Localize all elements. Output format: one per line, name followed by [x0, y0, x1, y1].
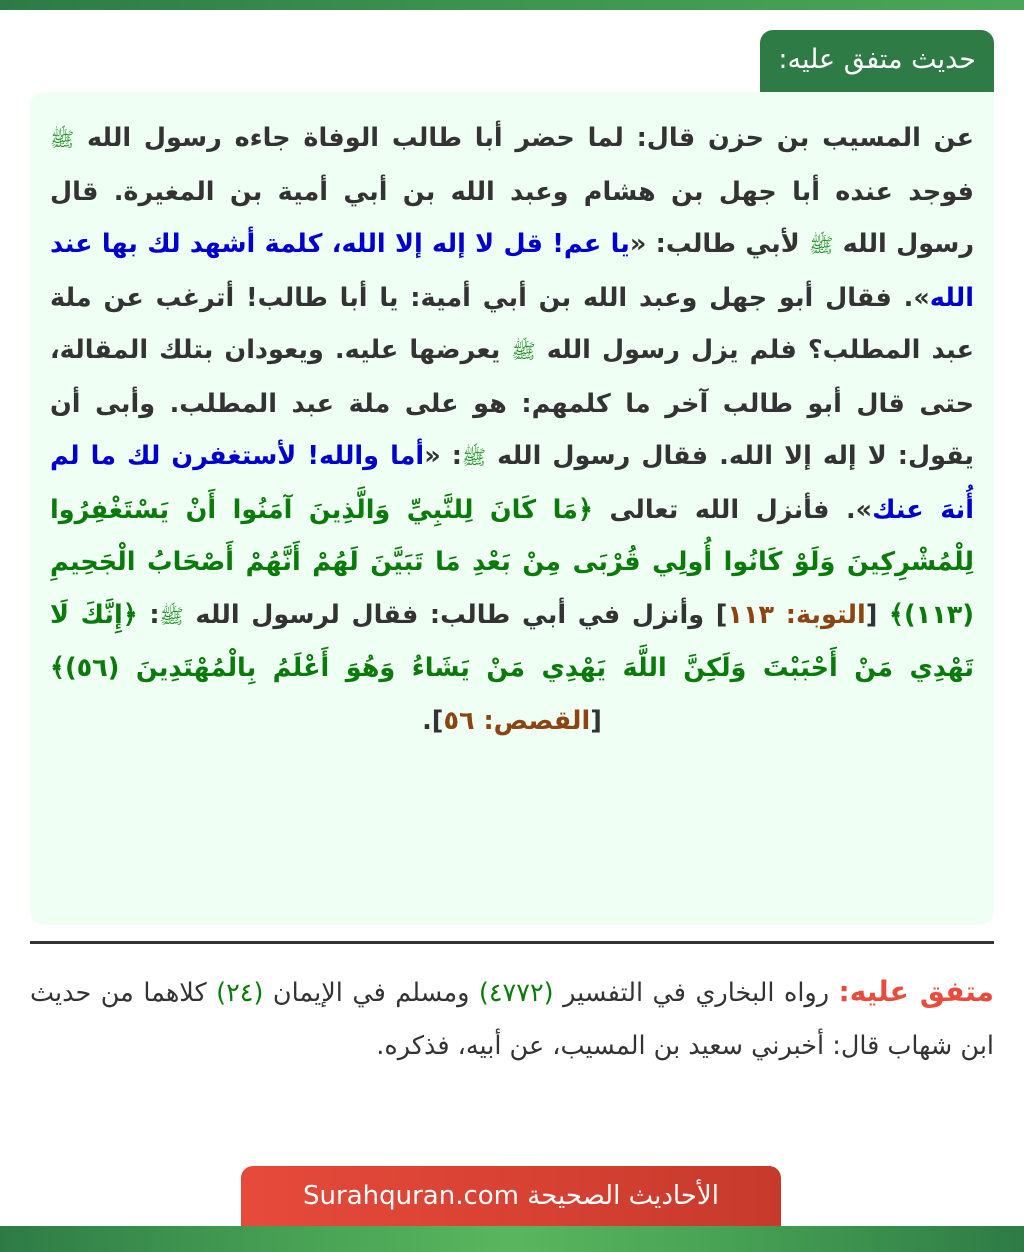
salawat-icon: ﷺ [809, 233, 834, 257]
narration-text: لأبي طالب: « [629, 229, 810, 259]
salawat-icon: ﷺ [461, 445, 487, 469]
surah-reference[interactable]: القصص: ٥٦ [443, 705, 591, 736]
narration-text: ]. [422, 705, 444, 736]
hadith-text [50, 112, 974, 747]
hadith-card [30, 92, 994, 925]
prophet-quote: أما والله! لأستغفرن لك ما لم أُنهَ عنك [50, 441, 974, 525]
section-divider [30, 941, 994, 944]
site-link-label: الأحاديث الصحيحة Surahquran.com [303, 1181, 719, 1211]
salawat-icon: ﷺ [50, 127, 75, 151]
section-title: حديث متفق عليه: [778, 44, 976, 75]
takhrij-text [30, 965, 994, 1073]
takhrij-body: كلاهما من حديث ابن شهاب قال: أخبرني سعيد بن المسيب، عن أبيه، فذكره. [30, 978, 994, 1061]
salawat-icon: ﷺ [511, 339, 536, 363]
hadith-number: (٢٤) [216, 978, 264, 1008]
takhrij-body: ومسلم في الإيمان [263, 978, 479, 1008]
narration-text: عن المسيب بن حزن قال: لما حضر أبا طالب الوفاة جاءه رسول الله [74, 123, 974, 153]
quran-verse: ﴿إِنَّكَ لَا تَهْدِي مَنْ أَحْبَبْتَ وَلَكِنَّ اللَّهَ يَهْدِي مَنْ يَشَاءُ وَهُوَ أَعْلَمُ بِالْمُهْتَدِينَ (٥٦)﴾ [50, 599, 974, 683]
prophet-quote: يا عم! قل لا إله إلا الله، كلمة أشهد لك بها عند الله [50, 229, 974, 313]
narration-text: فوجد عنده أبا جهل بن هشام وعبد الله بن أبي أمية بن المغيرة. قال رسول الله [50, 176, 974, 259]
takhrij-label: متفق عليه: [838, 975, 994, 1008]
takhrij-body: رواه البخاري في التفسير [553, 978, 839, 1008]
narration-text: [ [865, 599, 890, 630]
narration-text: : « [424, 441, 462, 471]
bottom-decorative-bar [0, 1226, 1024, 1252]
site-link-button[interactable] [241, 1166, 781, 1228]
narration-text: : [137, 599, 160, 630]
narration-text: يعرضها عليه. ويعودان بتلك المقالة، حتى قال أبو طالب آخر ما كلمهم: هو على ملة عبد المطلب. وأبى أن يقول: لا إله إلا الله. فقال رسول الله [50, 335, 974, 471]
narration-text: ». فقال أبو جهل وعبد الله بن أبي أمية: يا أبا طالب! أترغب عن ملة عبد المطلب؟ فلم يزل رسول الله [50, 282, 975, 365]
salawat-icon: ﷺ [159, 603, 184, 628]
surah-reference[interactable]: التوبة: ١١٣ [727, 599, 866, 630]
quran-verse: ﴿مَا كَانَ لِلنَّبِيِّ وَالَّذِينَ آمَنُوا أَنْ يَسْتَغْفِرُوا لِلْمُشْرِكِينَ وَلَوْ كَانُوا أُولِي قُرْبَى مِنْ بَعْدِ مَا تَبَيَّنَ لَهُمْ أَنَّهُمْ أَصْحَابُ الْجَحِيمِ (١١٣)﴾ [50, 494, 974, 630]
section-title-badge [760, 30, 994, 92]
hadith-number: (٤٧٧٢) [478, 978, 554, 1008]
top-decorative-bar [0, 0, 1024, 10]
narration-text: ». فأنزل الله تعالى [592, 494, 873, 525]
narration-text: [ [590, 705, 602, 736]
narration-text: ] وأنزل في أبي طالب: فقال لرسول الله [183, 599, 728, 630]
